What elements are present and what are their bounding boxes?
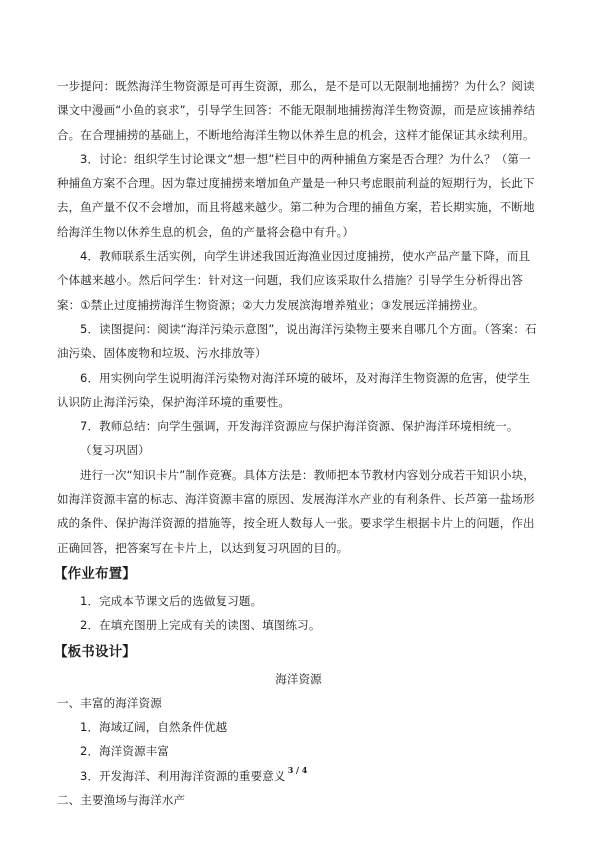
review-text: 进行一次“知识卡片”制作竞赛。具体方法是：教师把本节教材内容划分成若干知识小块，如海洋资源丰富的标志、海洋资源丰富的原因、发展海洋水产业的有利条件、长芦第一盐场形成的条件、保护海洋资源的措施等，按全班人数每人一张。要求学生根据卡片上的问题，作出正确回答，把答案写在卡片上，以达到复习巩固的目的。 [57, 467, 535, 555]
step-4: 4．教师联系生活实例，向学生讲述我国近海渔业因过度捕捞，使水产品产量下降，而且个体越来越小。然后问学生：针对这一问题，我们应该采取什么措施？引导学生分析得出答案：①禁止过度捕捞海洋生物资源；②大力发展滨海增养殖业；③发展远洋捕捞业。 [57, 249, 531, 312]
page-number: 3 / 4 [287, 765, 308, 775]
homework-item: 2．在填充图册上完成有关的读图、填图练习。 [80, 618, 321, 633]
board-section-1-item: 3．开发海洋、利用海洋资源的重要意义 [80, 768, 286, 783]
homework-item: 1．完成本节课文后的选做复习题。 [80, 593, 263, 608]
page-content [54, 74, 540, 812]
board-heading: 【板书设计】 [54, 643, 136, 660]
board-section-2: 二、主要渔场与海洋水产 [57, 793, 186, 808]
step-7: 7．教师总结：向学生强调，开发海洋资源应与保护海洋资源、保护海洋环境相统一。 [80, 419, 519, 434]
step-3: 3．讨论：组织学生讨论课文“想一想”栏目中的两种捕鱼方案是否合理？为什么？（第一种捕鱼方案不合理。因为靠过度捕捞来增加鱼产量是一种只考虑眼前利益的短期行为，长此下去，鱼产量不仅不会增加，而且将越来越少。第二种为合理的捕鱼方案，若长期实施，不断地给海洋生物以休养生息的机会，鱼的产量将会稳中有升。） [57, 151, 535, 239]
homework-heading: 【作业布置】 [54, 565, 136, 582]
review-title: （复习巩固） [80, 443, 150, 458]
board-section-1-item: 2．海洋资源丰富 [80, 744, 170, 759]
step-5: 5．读图提问：阅读“海洋污染示意图”，说出海洋污染物主要来自哪几个方面。（答案：石油污染、固体废物和垃圾、污水排放等） [57, 321, 537, 361]
board-title: 海洋资源 [275, 671, 322, 686]
board-section-1-item: 1．海域辽阔，自然条件优越 [80, 720, 228, 735]
board-section-1: 一、丰富的海洋资源 [57, 695, 162, 710]
step-6: 6．用实例向学生说明海洋污染物对海洋环境的破坏，及对海洋生物资源的危害，使学生认识防止海洋污染，保护海洋环境的重要性。 [57, 370, 531, 409]
paragraph: 一步提问：既然海洋生物资源是可再生资源，那么，是不是可以无限制地捕捞？为什么？阅读课文中漫画“小鱼的哀求”，引导学生回答：不能无限制地捕捞海洋生物资源，而是应该捕养结合。在合理捕捞的基础上，不断地给海洋生物以休养生息的机会，这样才能保证其永续利用。 [57, 79, 536, 142]
